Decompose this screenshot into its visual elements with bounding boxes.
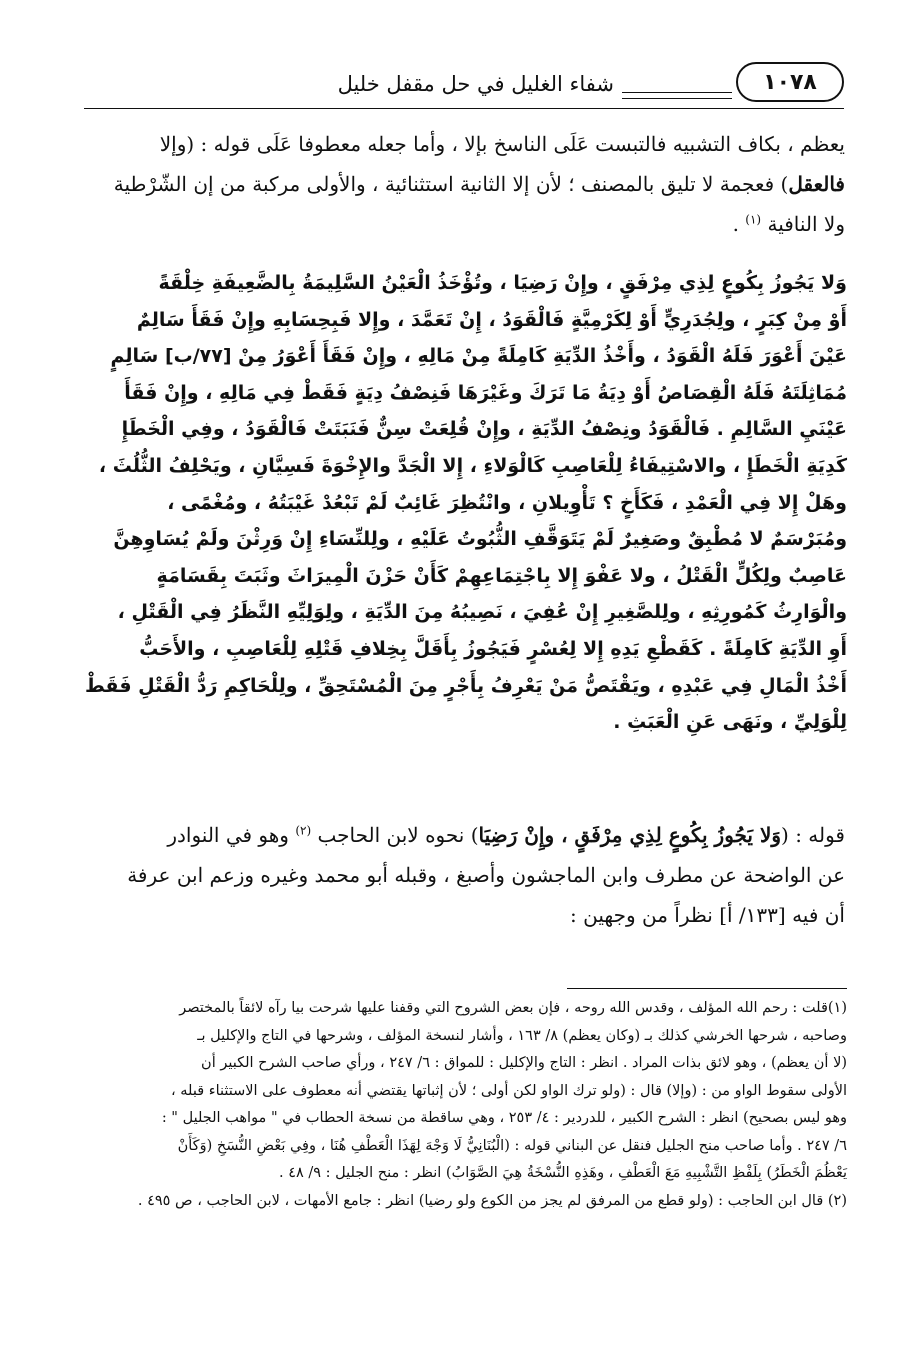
commentary-text: . [732,212,739,236]
footnote-separator [567,988,847,989]
page-header [84,62,844,110]
commentary-line: أن فيه [١٣٣/ أ] نظراً من وجهين : [570,903,845,927]
footnote-line: (١)قلت : رحم الله المؤلف ، وقدس الله روحه ، فإن بعض الشروح التي وقفنا عليها شرحت بيا رآه لائقاً بالمختصر [179,1000,847,1016]
commentary-text: قوله : ( [781,823,845,847]
matn-line: عَاصِبٌ ولِكُلٍّ الْقَتْلُ ، ولا عَفْوَ إِلا بِاجْتِمَاعِهِمْ كَأَنْ حَزْنَ الْمِيرَاثَ وثَبَتَ بِقَسَامَةٍ [156,564,847,587]
matn-line: ومُبَرْسَمٌ لا مُطْبِقٌ وصَغِيرٌ لَمْ يَتَوَقَّفِ الثُّبُوتُ عَلَيْهِ ، ولِلنِّسَاءِ إِنْ وَرِثْنَ ولَمْ يُسَاوِهِنَّ [113,528,847,551]
quoted-matn: وَلا يَجُوزُ بِكُوعٍ لِذِي مِرْفَقٍ ، وإِنْ رَضِيَا [478,823,782,847]
matn-line: وهَلْ إِلا فِي الْعَمْدِ ، فَكَأَخٍ ؟ تَأْوِيلانِ ، وانْتُظِرَ غَائِبٌ لَمْ تَبْعُدْ غَيْبَتُهُ ، ومُغْمًى ، [167,491,847,514]
commentary-text: ) فعجمة لا تليق بالمصنف ؛ لأن إلا الثانية استثنائية ، والأولى مركبة من إن الشّرْطية [113,172,789,196]
matn-line: أَوِ الدِّيَةِ كَامِلَةً . كَقَطْعِ يَدِهِ إِلا لِعُسْرٍ فَيَجُوزُ بِأَقَلَّ بِخِلافِ قَتْلِهِ لِلْعَاصِبِ ، والأَحَبُّ [139,637,847,660]
header-divider [84,108,844,109]
commentary-line: يعظم ، بكاف التشبيه فالتبست عَلَى الناسخ بإلا ، وأما جعله معطوفا عَلَى قوله : (وإلا [159,132,845,156]
commentary-text: وهو في النوادر [167,823,289,847]
commentary-text: ولا النافية [767,212,845,236]
matn-line: مُمَاثِلَتَهُ فَلَهُ الْقِصَاصُ أَوْ دِيَةُ مَا تَرَكَ وغَيْرَهَا فَنِصْفُ دِيَةٍ فَقَطْ فِي مَالِهِ ، وإِنْ فَقَأَ [124,381,847,404]
header-rule-thin [622,98,732,99]
commentary-line [55,815,845,855]
footnote-line: ٦/ ٢٤٧ . وأما صاحب منح الجليل فنقل عن البناني قوله : (الْبُنَانِيُّ لَا وَجْهَ لِهَذَا الْعَطْفِ هُنَا ، وفِي بَعْضِ النُّسَخِ (وَكَأَنْ [177,1137,847,1154]
footnote-line: وهو ليس بصحيح) انظر : الشرح الكبير ، للدردير : ٤/ ٢٥٣ ، وهي ساقطة من نسخة الحطاب في " مواهب الجليل " : [161,1110,847,1126]
matn-line: لِلْوَلِيِّ ، ونَهَى عَنِ الْعَبَثِ . [613,711,847,734]
footnote-line: وصاحبه ، شرحها الخرشي كذلك بـ (وكان يعظم) ٨/ ١٦٣ ، وأشار لنسخة المؤلف ، وشرحها في التاج والإكليل بـ [197,1027,847,1044]
quoted-term: فالعقل [788,172,845,196]
footnote-line: (٢) قال ابن الحاجب : (ولو قطع من المرفق لم يجز من الكوع ولو رضيا) انظر : جامع الأمهات ، لابن الحاجب ، ص ٤٩٥ . [137,1192,847,1209]
footnotes [55,995,847,1215]
footnote-marker: (١) [745,212,762,227]
matn-line: والْوَارِثُ كَمُورِثِهِ ، ولِلصَّغِيرِ إِنْ عُفِيَ ، نَصِيبُهُ مِنَ الدِّيَةِ ، ولِوَلِيِّهِ النَّظَرُ فِي الْقَتْلِ ، [117,601,847,624]
commentary-bottom [55,815,845,935]
commentary-line: عن الواضحة عن مطرف وابن الماجشون وأصبغ ، وقبله أبو محمد وغيره وزعم ابن عرفة [127,863,845,887]
footnote-marker: (٢) [295,823,312,838]
matn-line: وَلا يَجُوزُ بِكُوعٍ لِذِي مِرْفَقٍ ، وإِنْ رَضِيَا ، وتُؤْخَذُ الْعَيْنُ السَّلِيمَةُ بِالضَّعِيفَةِ خِلْقَةً [158,272,847,294]
matn-text [55,265,847,741]
footnote-line: يَعْظُمَ الْخَطَرُ) بِلَفْظِ التَّشْبِيهِ مَعَ الْعَطْفِ ، وهَذِهِ النُّسْخَةُ هِيَ الصَّوَابُ) انظر : منح الجليل : ٩/ ٤٨ . [278,1165,847,1181]
header-rule [622,92,732,93]
commentary-line [55,164,845,204]
matn-line: أَخْذُ الْمَالِ فِي عَبْدِهِ ، ويَقْتَصُّ مَنْ يَعْرِفُ بِأَجْرٍ مِنَ الْمُسْتَحِقِّ ، ولِلْحَاكِمِ رَدُّ الْقَتْلِ فَقَطْ [85,674,847,697]
matn-line: عَيْنَ أَعْوَرَ فَلَهُ الْقَوَدُ ، وأَخْذُ الدِّيَةِ كَامِلَةً مِنْ مَالِهِ ، وإِنْ فَقَأَ أَعْوَرُ مِنْ [٧٧/ب] سَالِمٍ [110,345,847,368]
matn-line: أَوْ مِنْ كِبَرٍ ، ولِجُدَرِيٍّ أَوْ لِكَرْمِيَّةٍ فَالْقَوَدُ ، إِنْ تَعَمَّدَ ، وإِلا فَبِحِسَابِهِ وإِنْ فَقَأَ سَالِمٌ [136,308,847,331]
matn-line: كَدِيَةِ الْخَطَإِ ، والاسْتِيفَاءُ لِلْعَاصِبِ كَالْوَلاءِ ، إِلا الْجَدَّ والإِخْوَةَ فَسِيَّانِ ، ويَحْلِفُ الثُّلُثَ ، [98,454,847,477]
running-title: شفاء الغليل في حل مقفل خليل [337,72,614,96]
page-number: ١٠٧٨ [736,62,844,102]
commentary-line [55,204,845,244]
commentary-top [55,124,845,244]
commentary-text: ) نحوه لابن الحاجب [317,823,479,847]
matn-line: عَيْنَيِ السَّالِمِ . فَالْقَوَدُ ونِصْفُ الدِّيَةِ ، وإِنْ قُلِعَتْ سِنٌّ فَنَبَتَتْ فَالْقَوَدُ ، وفِي الْخَطَإِ [121,418,847,441]
footnote-line: (لا أن يعظم) ، وهو لائق بذات المراد . انظر : التاج والإكليل : للمواق : ٦/ ٢٤٧ ، ورأي صاحب الشرح الكبير أن [201,1055,847,1071]
footnote-line: الأولى سقوط الواو من : (وإلا) قال : (ولو ترك الواو لكن أولى ؛ لأن إثباتها يقتضي أنه معطوف على الاستثناء قبله ، [170,1082,847,1099]
